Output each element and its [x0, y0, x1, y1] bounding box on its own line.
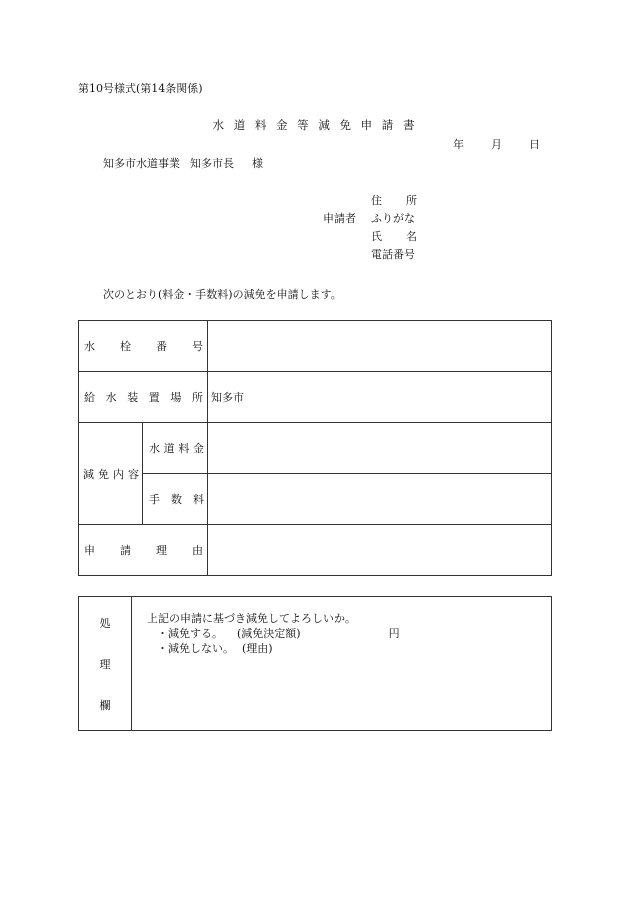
application-table — [78, 320, 552, 576]
applicant-name-label: 氏名 — [371, 230, 417, 243]
date-month: 月 — [491, 138, 502, 151]
row-fee — [79, 474, 552, 525]
form-number: 第10号様式(第14条関係) — [78, 82, 203, 95]
addressee-org: 知多市水道事業 — [103, 157, 180, 170]
applicant-phone-label: 電話番号 — [371, 248, 415, 261]
document-title: 水 道 料 金 等 減 免 申 請 書 — [212, 118, 418, 132]
processing-option-approve — [147, 626, 400, 641]
processing-label-char: 処 — [99, 616, 111, 630]
addressee-name: 知多市長 — [190, 157, 234, 170]
processing-label-char: 欄 — [99, 698, 111, 712]
faucet-number-label: 水栓番号 — [79, 321, 208, 372]
deny-text: ・減免しない。 — [157, 642, 234, 655]
processing-question: 上記の申請に基づき減免してよろしいか。 — [147, 612, 356, 625]
processing-label — [79, 597, 132, 730]
fee-field[interactable] — [208, 474, 552, 525]
processing-option-deny — [147, 641, 400, 656]
water-charge-label: 水道料金 — [143, 423, 208, 474]
water-charge-field[interactable] — [208, 423, 552, 474]
fee-label: 手数料 — [143, 474, 208, 525]
deny-reason-label: (理由) — [242, 642, 273, 655]
approve-unit: 円 — [388, 627, 400, 640]
processing-label-char: 理 — [99, 657, 111, 671]
date-day: 日 — [529, 138, 540, 151]
row-reason — [79, 525, 552, 576]
reason-field[interactable] — [208, 525, 552, 576]
row-faucet-number — [79, 321, 552, 372]
processing-box — [78, 596, 552, 731]
applicant-label: 申請者 — [323, 212, 356, 225]
date-year: 年 — [453, 138, 464, 151]
applicant-furigana-label: ふりがな — [371, 212, 415, 225]
approve-amount-label: (減免決定額) — [237, 627, 301, 640]
location-label: 給水装置場所 — [79, 372, 208, 423]
addressee — [103, 158, 263, 169]
date-line — [453, 139, 540, 150]
faucet-number-field[interactable] — [208, 321, 552, 372]
applicant-address-label: 住所 — [371, 194, 417, 207]
processing-content — [132, 597, 400, 730]
approve-text: ・減免する。 — [157, 627, 223, 640]
addressee-honorific: 様 — [252, 157, 263, 170]
intro-text: 次のとおり(料金・手数料)の減免を申請します。 — [103, 288, 342, 301]
reduction-content-label: 減免内容 — [79, 423, 143, 525]
row-location — [79, 372, 552, 423]
row-water-charge — [79, 423, 552, 474]
location-field[interactable]: 知多市 — [208, 372, 552, 423]
reason-label: 申請理由 — [79, 525, 208, 576]
